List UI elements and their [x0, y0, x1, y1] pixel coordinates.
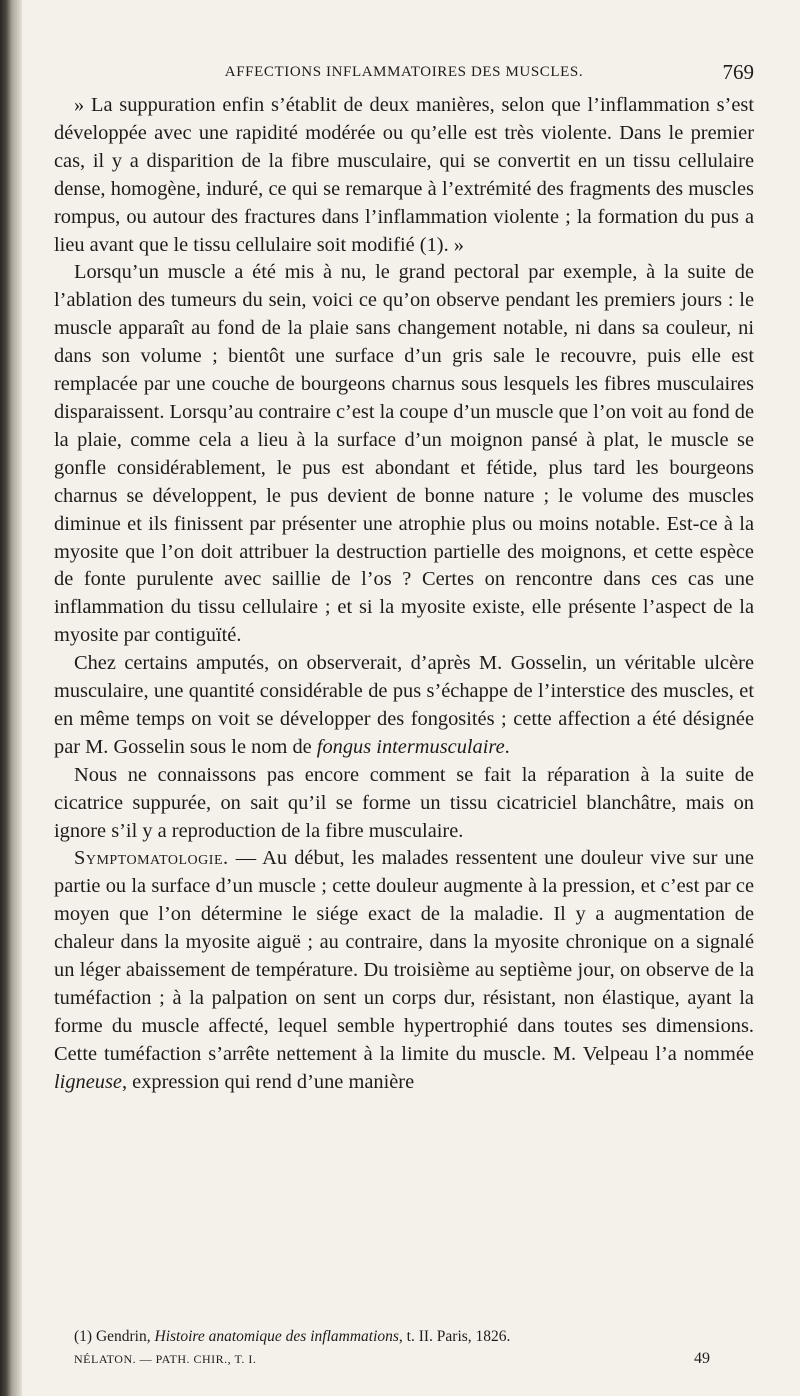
paragraph [54, 650, 754, 762]
signature-mark: NÉLATON. — PATH. CHIR., T. I. [74, 1352, 257, 1366]
text-run: . [504, 735, 510, 758]
signature-line [54, 1348, 754, 1370]
footnote [54, 1326, 754, 1348]
running-title: AFFECTIONS INFLAMMATOIRES DES MUSCLES. [224, 64, 584, 80]
paragraph [54, 259, 754, 650]
section-heading: Symptomatologie. [74, 847, 229, 870]
text-run: Nous ne connaissons pas encore comment se fait la réparation à la suite de cicatrice suppurée, on sait qu’il se forme un tissu cicatriciel blanchâtre, mais on ignore s’il y a reproduction de la fibre musculaire. [54, 763, 754, 842]
paragraph [54, 762, 754, 846]
book-binding-edge [0, 0, 22, 1396]
italic-term: Histoire anatomique des inflammations [154, 1328, 399, 1345]
text-run: , t. II. Paris, 1826. [398, 1328, 511, 1345]
body-text [54, 92, 754, 1097]
text-run: — Au début, les malades ressentent une douleur vive sur une partie ou la surface d’un muscle ; cette douleur augmente à la pression, et c’est par ce moyen que l’on détermine le siége exact de la maladie. Il y a augmentation de chaleur dans la myosite aiguë ; au contraire, dans la myosite chronique on a signalé un léger abaissement de température. Du troisième au septième jour, on observe de la tuméfaction ; à la palpation on sent un corps dur, résistant, non élastique, ayant la forme du muscle affecté, lequel semble hypertrophié dans toutes ses dimensions. Cette tuméfaction s’arrête nettement à la limite du muscle. M. Velpeau l’a nommée [54, 847, 754, 1065]
text-run: Lorsqu’un muscle a été mis à nu, le grand pectoral par exemple, à la suite de l’ablation des tumeurs du sein, voici ce qu’on observe pendant les premiers jours : le muscle apparaît au fond de la plaie sans changement notable, ni dans sa couleur, ni dans son volume ; bientôt une surface d’un gris sale le recouvre, puis elle est remplacée par une couche de bourgeons charnus sous lesquels les fibres musculaires disparaissent. Lorsqu’au contraire c’est la coupe d’un muscle que l’on voit au fond de la plaie, comme cela a lieu à la surface d’un moignon pansé à plat, le muscle se gonfle considérablement, le pus est abondant et fétide, plus tard les bourgeons charnus se développent, le pus devient de bonne nature ; le volume des muscles diminue et ils finissent par présenter une atrophie plus ou moins notable. Est-ce à la myosite que l’on doit attribuer la destruction partielle des moignons, et cette espèce de fonte purulente avec saillie de l’os ? Certes on rencontre dans ces cas une inflammation du tissu cellulaire ; et si la myosite existe, elle présente l’aspect de la myosite par contiguïté. [54, 261, 754, 647]
text-run: (1) Gendrin, [74, 1328, 155, 1345]
italic-term: ligneuse [54, 1070, 122, 1093]
page-footer [54, 1326, 754, 1370]
page-number: 769 [722, 60, 754, 84]
paragraph [54, 845, 754, 1096]
text-run: Chez certains amputés, on observerait, d’après M. Gosselin, un véritable ulcère musculaire, une quantité considérable de pus s’échappe de l’interstice des muscles, et en même temps on voit se développer des fongosités ; cette affection a été désignée par M. Gosselin sous le nom de [54, 652, 754, 758]
text-run: , expression qui rend d’une manière [121, 1070, 415, 1093]
signature-number: 49 [694, 1350, 710, 1367]
text-run: » La suppuration enfin s’établit de deux manières, selon que l’inflammation s’est développée avec une rapidité modérée ou qu’elle est très violente. Dans le premier cas, il y a disparition de la fibre musculaire, qui se convertit en un tissu cellulaire dense, homogène, induré, ce qui se remarque à l’extrémité des fragments des muscles rompus, ou autour des fractures dans l’inflammation violente ; la formation du pus a lieu avant que le tissu cellulaire soit modifié (1). » [54, 94, 754, 256]
italic-term: fongus intermusculaire [316, 735, 505, 758]
paragraph [54, 92, 754, 259]
running-head [54, 62, 754, 88]
